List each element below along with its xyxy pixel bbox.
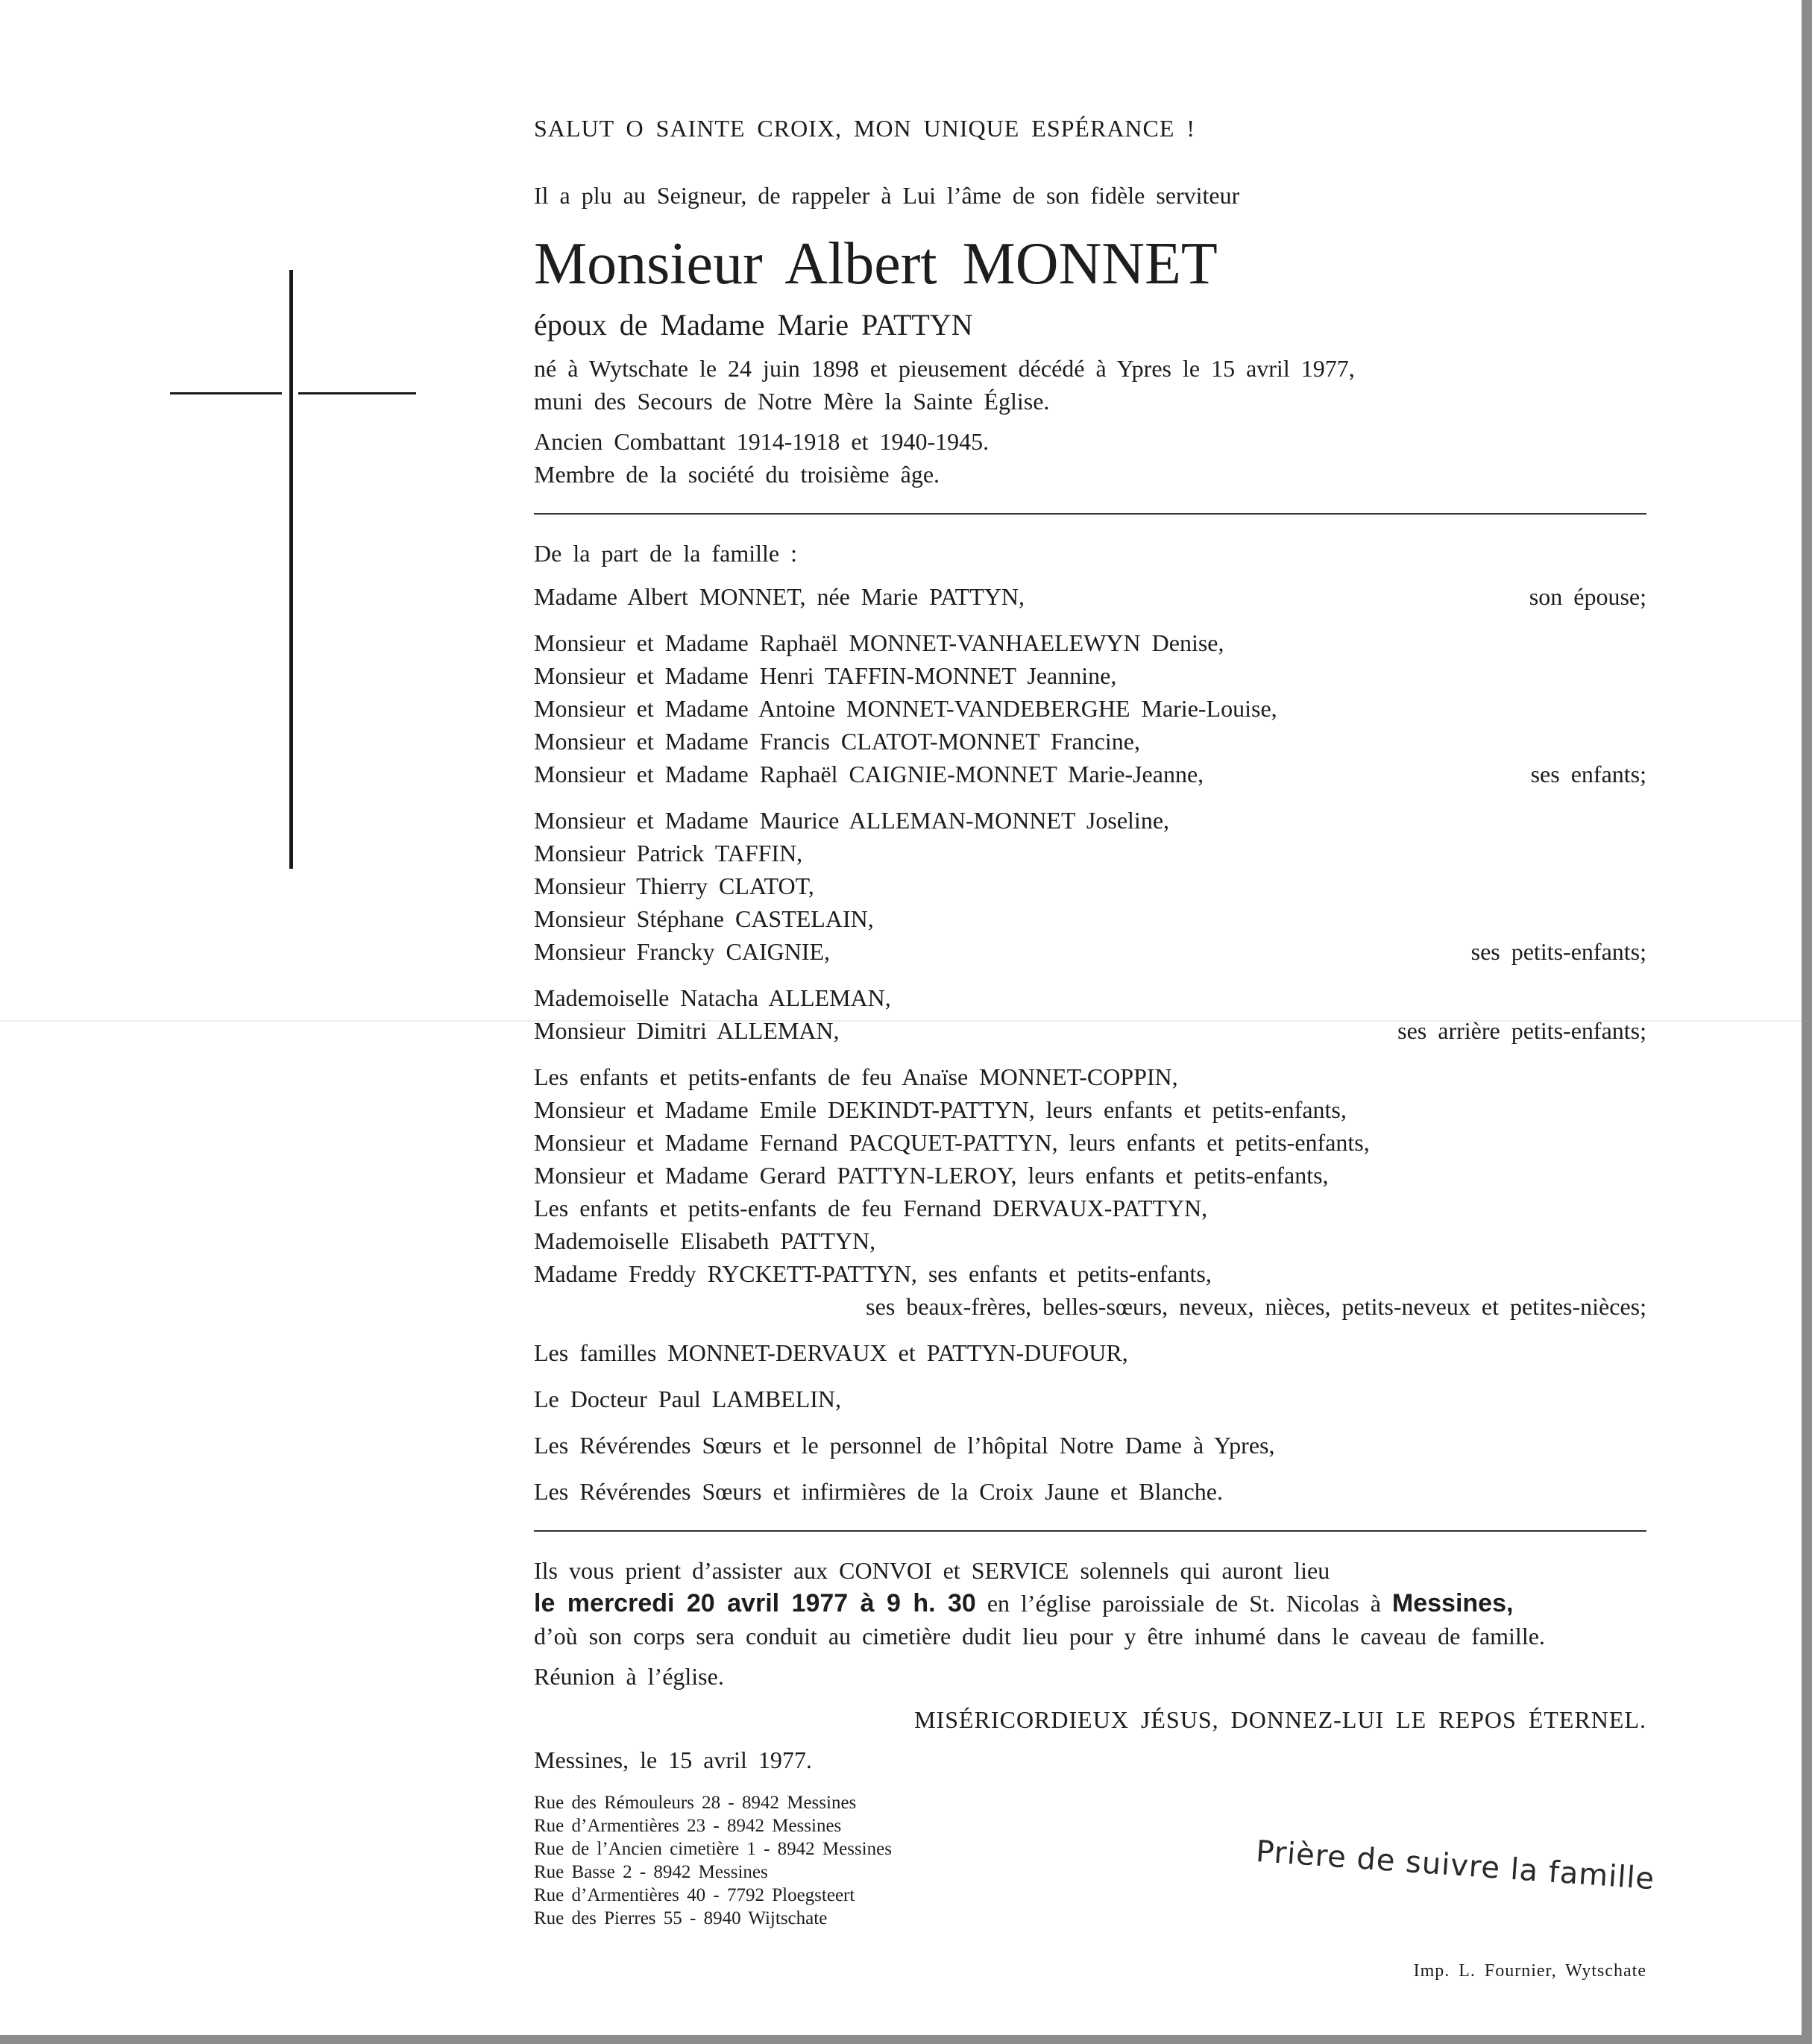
family-line: Monsieur et Madame Raphaël MONNET-VANHAELEWYN Denise, — [534, 629, 1224, 656]
family-line: Monsieur et Madame Gerard PATTYN-LEROY, leurs enfants et petits-enfants, — [534, 1162, 1329, 1189]
bio-line: né à Wytschate le 24 juin 1898 et pieusement décédé à Ypres le 15 avril 1977, — [534, 355, 1355, 382]
announcement-text — [534, 112, 1646, 1930]
divider — [534, 513, 1646, 515]
family-line: Monsieur Patrick TAFFIN, — [534, 840, 803, 867]
other-line: Les Révérendes Sœurs et infirmières de la Croix Jaune et Blanche. — [534, 1478, 1223, 1505]
divider — [534, 1530, 1646, 1532]
family-line: Monsieur et Madame Antoine MONNET-VANDEBERGHE Marie-Louise, — [534, 695, 1277, 722]
relation-label: ses enfants; — [1530, 761, 1646, 787]
family-line: Monsieur Dimitri ALLEMAN, ses arrière petits-enfants; — [534, 1014, 1646, 1047]
address-line: Rue des Rémouleurs 28 - 8942 Messines — [534, 1793, 857, 1813]
other-line: Les familles MONNET-DERVAUX et PATTYN-DUFOUR, — [534, 1339, 1128, 1366]
scan-border-right — [1802, 0, 1812, 2044]
family-group-great-grandchildren — [534, 981, 1646, 1047]
family-line: Madame Albert MONNET, née Marie PATTYN, son épouse; — [534, 580, 1646, 613]
family-line: Les enfants et petits-enfants de feu Anaïse MONNET-COPPIN, — [534, 1063, 1178, 1090]
membership-line: Membre de la société du troisième âge. — [534, 461, 940, 488]
family-group-children — [534, 626, 1646, 790]
other-line: Les Révérendes Sœurs et le personnel de l’hôpital Notre Dame à Ypres, — [534, 1432, 1275, 1459]
meeting-line: Réunion à l’église. — [534, 1663, 724, 1690]
service-details — [534, 1554, 1646, 1693]
family-line: Monsieur Thierry CLATOT, — [534, 872, 814, 899]
service-line: d’où son corps sera conduit au cimetière dudit lieu pour y être inhumé dans le caveau de famille. — [534, 1623, 1545, 1650]
service-place: Messines, — [1391, 1589, 1514, 1617]
address-line: Rue Basse 2 - 8942 Messines — [534, 1862, 768, 1882]
dateline: Messines, le 15 avril 1977. — [534, 1746, 812, 1773]
address-line: Rue des Pierres 55 - 8940 Wijtschate — [534, 1908, 828, 1928]
family-line: Mademoiselle Elisabeth PATTYN, — [534, 1227, 876, 1254]
family-line: Monsieur Stéphane CASTELAIN, — [534, 905, 874, 932]
deceased-name: Monsieur Albert MONNET — [534, 231, 1218, 297]
scan-border-bottom — [0, 2035, 1812, 2044]
family-group-grandchildren — [534, 804, 1646, 968]
printer-credit: Imp. L. Fournier, Wytschate — [1413, 1961, 1646, 1981]
relation-label: son épouse; — [1529, 583, 1646, 610]
prayer-stamp: Prière de suivre la famille — [1254, 1834, 1656, 1897]
address-line: Rue de l’Ancien cimetière 1 - 8942 Messines — [534, 1839, 892, 1859]
membership-line: Ancien Combattant 1914-1918 et 1940-1945. — [534, 428, 990, 455]
family-line: Mademoiselle Natacha ALLEMAN, — [534, 984, 891, 1011]
service-line: Ils vous prient d’assister aux CONVOI et SERVICE solennels qui auront lieu — [534, 1557, 1330, 1584]
family-line: Monsieur et Madame Fernand PACQUET-PATTYN, leurs enfants et petits-enfants, — [534, 1129, 1370, 1156]
spouse-line: époux de Madame Marie PATTYN — [534, 308, 973, 342]
extended-family — [534, 1060, 1646, 1323]
motto: MISÉRICORDIEUX JÉSUS, DONNEZ-LUI LE REPOS ÉTERNEL. — [914, 1706, 1646, 1733]
family-line: Monsieur et Madame Henri TAFFIN-MONNET Jeannine, — [534, 662, 1117, 689]
family-group-spouse — [534, 580, 1646, 613]
heading: SALUT O SAINTE CROIX, MON UNIQUE ESPÉRANCE ! — [534, 115, 1196, 142]
cross-vertical-bar — [289, 270, 293, 869]
family-intro: De la part de la famille : — [534, 540, 797, 567]
relation-label: ses arrière petits-enfants; — [1397, 1017, 1646, 1044]
address-line: Rue d’Armentières 40 - 7792 Ploegsteert — [534, 1885, 855, 1905]
cross-right-arm — [298, 392, 416, 394]
family-line: Madame Freddy RYCKETT-PATTYN, ses enfants et petits-enfants, — [534, 1260, 1212, 1287]
family-line: Monsieur et Madame Francis CLATOT-MONNET Francine, — [534, 728, 1140, 755]
other-line: Le Docteur Paul LAMBELIN, — [534, 1386, 842, 1412]
family-line: Monsieur et Madame Emile DEKINDT-PATTYN, leurs enfants et petits-enfants, — [534, 1096, 1347, 1123]
service-line: le mercredi 20 avril 1977 à 9 h. 30 en l’église paroissiale de St. Nicolas à Messines, — [534, 1589, 1514, 1617]
family-line: Les enfants et petits-enfants de feu Fernand DERVAUX-PATTYN, — [534, 1195, 1208, 1221]
address-line: Rue d’Armentières 23 - 8942 Messines — [534, 1816, 842, 1836]
family-line: Monsieur Francky CAIGNIE, ses petits-enfants; — [534, 935, 1646, 968]
intro: Il a plu au Seigneur, de rappeler à Lui l’âme de son fidèle serviteur — [534, 182, 1240, 209]
family-line: Monsieur et Madame Maurice ALLEMAN-MONNET Joseline, — [534, 807, 1170, 834]
in-laws-line: ses beaux-frères, belles-sœurs, neveux, nièces, petits-neveux et petites-nièces; — [866, 1293, 1646, 1320]
family-line: Monsieur et Madame Raphaël CAIGNIE-MONNET Marie-Jeanne, ses enfants; — [534, 758, 1646, 790]
relation-label: ses petits-enfants; — [1470, 938, 1646, 965]
bio-line: muni des Secours de Notre Mère la Sainte Église. — [534, 388, 1050, 415]
service-date: le mercredi 20 avril 1977 à 9 h. 30 — [534, 1589, 976, 1617]
cross-left-arm — [170, 392, 282, 394]
